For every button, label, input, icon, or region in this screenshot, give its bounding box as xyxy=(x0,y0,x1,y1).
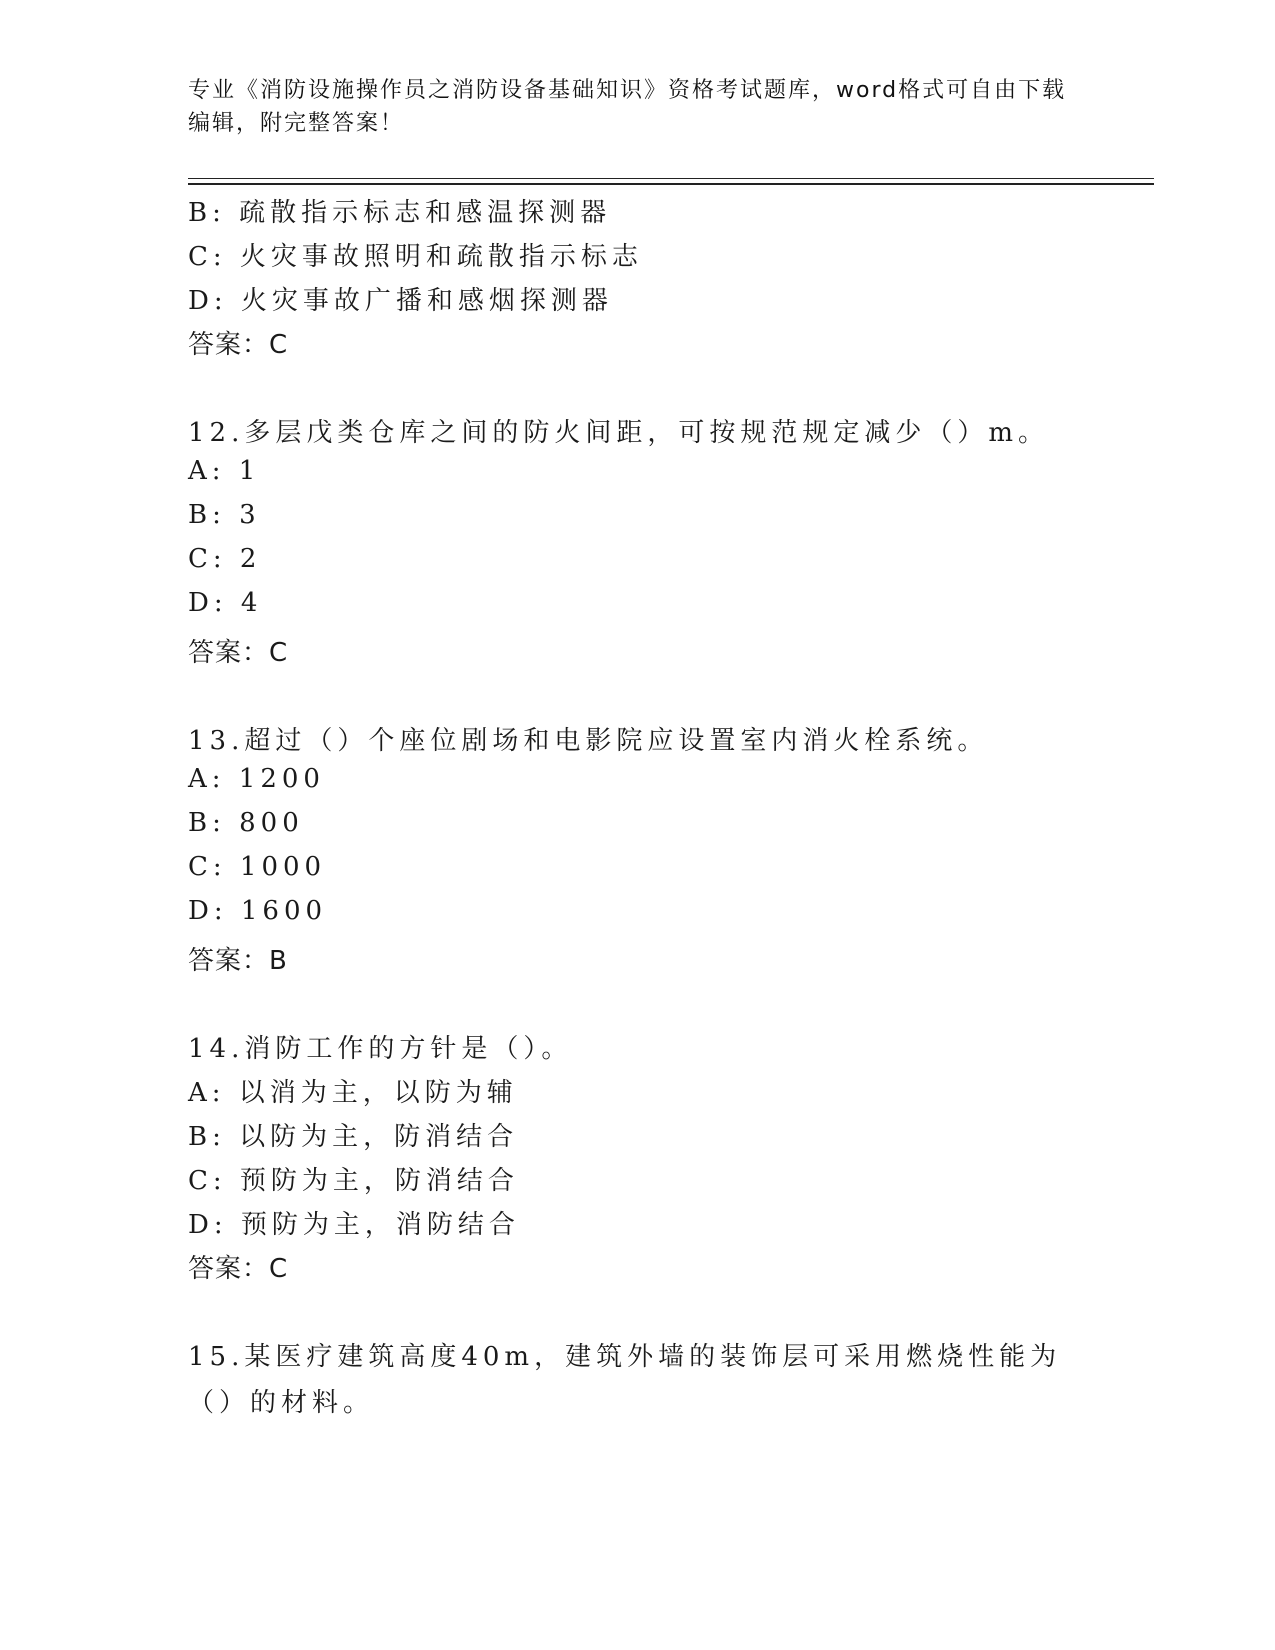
q11-option-c: C: 火灾事故照明和疏散指示标志 xyxy=(188,242,643,272)
q12-answer: 答案：C xyxy=(188,638,289,668)
q14-option-b: B: 以防为主，防消结合 xyxy=(188,1122,519,1152)
document-header: 专业《消防设施操作员之消防设备基础知识》资格考试题库，word格式可自由下载编辑，附完整答案！ xyxy=(188,78,1067,136)
header-divider-thin xyxy=(188,178,1154,179)
q14-question: 14.消防工作的方针是（）。 xyxy=(188,1034,573,1064)
q12-question: 12.多层戊类仓库之间的防火间距，可按规范规定减少（）m。 xyxy=(188,418,1050,448)
q13-option-b: B: 800 xyxy=(188,808,304,838)
q11-option-d: D: 火灾事故广播和感烟探测器 xyxy=(188,286,613,316)
q13-option-c: C: 1000 xyxy=(188,852,327,882)
q14-option-c: C: 预防为主，防消结合 xyxy=(188,1166,519,1196)
q12-option-b: B: 3 xyxy=(188,500,261,530)
q14-answer: 答案：C xyxy=(188,1254,289,1284)
q12-option-c: C: 2 xyxy=(188,544,262,574)
q13-option-d: D: 1600 xyxy=(188,896,328,926)
q14-option-a: A: 以消为主，以防为辅 xyxy=(188,1078,518,1108)
q12-option-a: A: 1 xyxy=(188,456,261,486)
q13-question: 13.超过（）个座位剧场和电影院应设置室内消火栓系统。 xyxy=(188,726,989,756)
q13-answer: 答案：B xyxy=(188,946,288,976)
q11-option-b: B: 疏散指示标志和感温探测器 xyxy=(188,198,612,228)
q15-question: 15.某医疗建筑高度40m，建筑外墙的装饰层可采用燃烧性能为（）的材料。 xyxy=(188,1342,1062,1418)
q14-option-d: D: 预防为主，消防结合 xyxy=(188,1210,520,1240)
header-divider-thick xyxy=(188,183,1154,185)
q11-answer: 答案：C xyxy=(188,330,289,360)
q12-option-d: D: 4 xyxy=(188,588,263,618)
q13-option-a: A: 1200 xyxy=(188,764,325,794)
